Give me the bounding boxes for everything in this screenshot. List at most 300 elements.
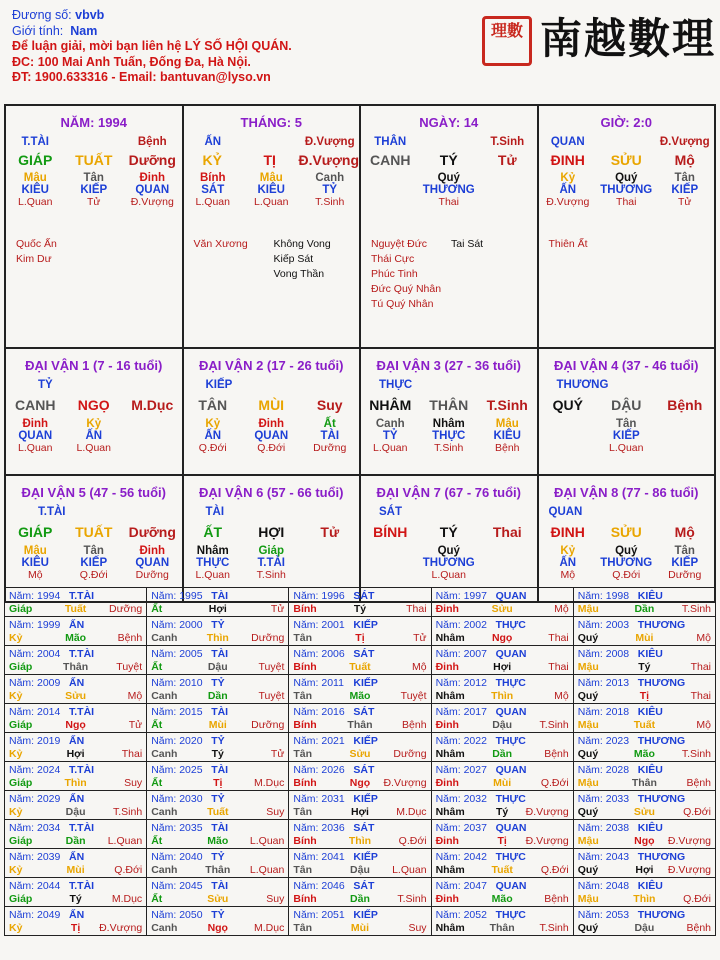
pillar-r4 — [6, 184, 182, 196]
year-label: Năm: 2020 — [151, 735, 203, 747]
year-line-1 — [147, 849, 288, 864]
pillar-r2 — [6, 152, 182, 168]
star-item: Thiên Ất — [548, 238, 588, 250]
year-line-2 — [574, 864, 715, 877]
year-label: Năm: 2003 — [577, 619, 630, 631]
year-phase: Bệnh — [544, 748, 569, 760]
daivan-r4-cell: KIÊU — [21, 557, 49, 569]
daivan-r5-cell: Mộ — [560, 569, 576, 581]
daivan-r3-cell — [539, 418, 598, 430]
year-star: ẤN — [69, 851, 85, 863]
year-label: Năm: 2038 — [577, 822, 630, 834]
year-label: Năm: 2012 — [435, 677, 487, 689]
daivan-r5 — [6, 569, 182, 581]
year-line-1 — [432, 733, 573, 748]
year-label: Năm: 2011 — [293, 677, 344, 689]
year-label: Năm: 2014 — [9, 706, 61, 718]
year-branch: Thìn — [206, 632, 229, 644]
year-branch: Mùi — [350, 922, 369, 934]
daivan-r3 — [184, 545, 360, 557]
daivan-r2-cell: Tử — [320, 524, 340, 540]
year-line-1 — [432, 849, 573, 864]
daivan-5 — [184, 485, 360, 601]
year-label: Năm: 2031 — [293, 793, 345, 805]
year-label: Năm: 2023 — [577, 735, 630, 747]
year-cell — [289, 907, 431, 936]
daivan-r5 — [6, 442, 182, 454]
pillar-2 — [361, 115, 537, 347]
year-line-1 — [147, 820, 288, 835]
year-line-2 — [147, 632, 288, 645]
year-branch: Thìn — [348, 835, 372, 847]
star-item: Vong Thần — [273, 268, 325, 280]
year-branch: Dần — [207, 690, 228, 702]
daivan-r3-cell — [123, 418, 182, 430]
year-stem: Ất — [151, 835, 163, 847]
year-cell — [289, 791, 431, 820]
year-stem: Đinh — [435, 661, 459, 673]
year-stem: Tân — [293, 922, 313, 934]
address-line: ĐC: 100 Mai Anh Tuấn, Đống Đa, Hà Nội. — [12, 54, 251, 69]
year-star: ẤN — [69, 677, 85, 689]
pillar-cell — [5, 105, 183, 348]
year-cell — [573, 617, 715, 646]
year-branch: Tý — [638, 661, 651, 673]
year-phase: Tử — [413, 632, 427, 644]
year-row — [5, 675, 716, 704]
year-stem: Giáp — [9, 777, 33, 789]
year-star: QUAN — [495, 706, 527, 718]
year-stem: Nhâm — [435, 806, 465, 818]
daivan-r2 — [184, 397, 360, 413]
year-line-1 — [574, 762, 715, 777]
pillar-r3-cell: Quý — [437, 172, 460, 184]
year-line-2 — [432, 632, 573, 645]
year-stem: Quý — [577, 632, 599, 644]
year-label: Năm: 1995 — [151, 590, 203, 602]
year-phase: M.Dục — [396, 806, 427, 818]
year-cell — [573, 907, 715, 936]
year-cell — [573, 849, 715, 878]
year-stem: Mậu — [577, 835, 599, 847]
year-line-1 — [289, 675, 430, 690]
daivan-r3-cell: Tân — [616, 418, 637, 430]
pillar-r4-cell: TỶ — [322, 184, 338, 196]
year-cell — [147, 646, 289, 675]
year-line-1 — [432, 820, 573, 835]
year-cell — [431, 878, 573, 907]
year-line-2 — [147, 893, 288, 906]
pillar-r5-cell: L.Quan — [195, 196, 230, 208]
year-line-1 — [5, 849, 146, 864]
year-line-2 — [574, 777, 715, 790]
year-stem: Kỷ — [9, 690, 23, 702]
year-row — [5, 733, 716, 762]
pillar-r5-cell: Thai — [616, 196, 637, 208]
daivan-r3-cell: Canh — [375, 418, 405, 430]
daivan-r2-cell: SỬU — [610, 524, 642, 540]
year-label: Năm: 2019 — [9, 735, 61, 747]
year-cell — [573, 791, 715, 820]
year-branch: Mão — [207, 835, 229, 847]
year-star: T.TÀI — [69, 822, 95, 834]
year-branch: Dần — [492, 748, 513, 760]
year-phase: Thai — [406, 603, 427, 615]
daivan-title: ĐẠI VẬN 1 (7 - 16 tuổi) — [25, 358, 163, 373]
year-branch: Dần — [65, 835, 86, 847]
years-table — [4, 587, 716, 936]
year-line-2 — [432, 864, 573, 877]
year-cell — [431, 820, 573, 849]
year-branch: Hợi — [350, 806, 369, 818]
pillar-r1 — [184, 136, 360, 148]
daivan-r5-cell: L.Quan — [431, 569, 466, 581]
year-phase: Bệnh — [117, 632, 143, 644]
star-item: Kim Dư — [16, 253, 52, 265]
daivan-r4-cell — [539, 430, 598, 442]
daivan-6 — [361, 485, 537, 601]
year-line-1 — [289, 849, 430, 864]
year-line-1 — [147, 704, 288, 719]
year-row — [5, 820, 716, 849]
year-stem: Giáp — [9, 835, 33, 847]
daivan-r3-cell: Tân — [83, 545, 104, 557]
daivan-r2-cell: NGỌ — [77, 397, 110, 413]
daivan-r3-cell: Kỷ — [205, 418, 221, 430]
year-star: THƯƠNG — [637, 851, 686, 863]
pillar-r4 — [184, 184, 360, 196]
year-stem: Mậu — [577, 893, 599, 905]
year-label: Năm: 2034 — [9, 822, 61, 834]
year-star: TÀI — [211, 880, 229, 892]
year-phase: Đ.Vượng — [667, 835, 712, 847]
year-cell — [5, 849, 147, 878]
year-label: Năm: 2022 — [435, 735, 487, 747]
year-star: ẤN — [69, 793, 85, 805]
year-row — [5, 617, 716, 646]
year-cell — [5, 733, 147, 762]
daivan-r5-cell: L.Quan — [373, 442, 408, 454]
year-row — [5, 762, 716, 791]
so-value: vbvb — [75, 8, 105, 22]
pillar-title: NGÀY: 14 — [419, 115, 479, 130]
year-branch: Ngọ — [207, 922, 228, 934]
year-branch: Thìn — [64, 777, 87, 789]
daivan-top: T.TÀI — [38, 506, 66, 518]
year-line-2 — [574, 893, 715, 906]
year-stem: Bính — [293, 893, 317, 905]
year-line-1 — [5, 675, 146, 690]
pillar-stars-2 — [451, 237, 483, 252]
year-cell — [289, 849, 431, 878]
year-star: QUAN — [495, 764, 527, 776]
year-stem: Quý — [577, 864, 599, 876]
year-cell — [573, 588, 715, 617]
year-label: Năm: 1994 — [9, 590, 61, 602]
year-line-1 — [289, 646, 430, 661]
daivan-r2-cell: NHÂM — [369, 397, 412, 413]
daivan-r4-cell: TỶ — [382, 430, 398, 442]
pillar-r2 — [184, 152, 360, 168]
daivan-r5-cell: Q.Đới — [612, 569, 641, 581]
daivan-r5 — [539, 442, 715, 454]
pillar-stars — [16, 237, 57, 267]
year-label: Năm: 2006 — [293, 648, 345, 660]
daivan-r4-cell: QUAN — [135, 557, 170, 569]
year-branch: Sửu — [491, 603, 513, 615]
daivan-r2 — [184, 524, 360, 540]
pillar-r4-cell — [478, 184, 537, 196]
daivan-r2-cell: CANH — [15, 397, 56, 413]
year-cell — [573, 820, 715, 849]
year-label: Năm: 1997 — [435, 590, 487, 602]
year-star: T.TÀI — [69, 880, 95, 892]
daivan-r4-cell — [301, 557, 360, 569]
daivan-r4 — [361, 430, 537, 442]
year-phase: Tuyệt — [400, 690, 427, 702]
year-cell — [5, 791, 147, 820]
pillar-cell — [360, 105, 538, 348]
year-line-2 — [289, 719, 430, 732]
daivan-r5-cell: L.Quan — [76, 442, 111, 454]
daivan-r3-cell: Quý — [615, 545, 638, 557]
pillar-r4-cell: QUAN — [135, 184, 170, 196]
year-cell — [5, 878, 147, 907]
year-branch: Mùi — [66, 864, 85, 876]
daivan-r4-cell: THỰC — [432, 430, 466, 442]
year-stem: Giáp — [9, 719, 33, 731]
year-line-2 — [432, 893, 573, 906]
year-star: QUAN — [495, 590, 527, 602]
year-star: KIẾP — [353, 909, 378, 921]
year-branch: Tị — [213, 777, 223, 789]
year-branch: Tị — [70, 922, 81, 934]
daivan-r3-cell — [301, 545, 360, 557]
year-star: THƯƠNG — [637, 619, 686, 631]
year-star: TỶ — [211, 619, 225, 631]
year-branch: Dần — [634, 603, 655, 615]
daivan-cell — [360, 475, 538, 602]
year-stem: Ất — [151, 603, 163, 615]
daivan-top: SÁT — [379, 506, 402, 518]
pillar-r1 — [361, 136, 537, 148]
year-line-2 — [5, 632, 146, 645]
year-row — [5, 704, 716, 733]
year-cell — [5, 704, 147, 733]
year-stem: Đinh — [435, 835, 459, 847]
year-star: SÁT — [353, 706, 375, 718]
contact-line: Để luận giải, mời bạn liên hệ LÝ SỐ HỘI QUÁN. — [12, 39, 292, 53]
year-phase: Thai — [690, 661, 712, 673]
daivan-r2-cell: TÝ — [439, 524, 458, 540]
year-branch: Sửu — [633, 806, 655, 818]
daivan-title: ĐẠI VẬN 4 (37 - 46 tuổi) — [554, 358, 699, 373]
daivan-r2-cell: MÙI — [258, 397, 285, 413]
year-label: Năm: 2039 — [9, 851, 61, 863]
year-line-1 — [574, 588, 715, 603]
year-label: Năm: 2018 — [577, 706, 630, 718]
year-label: Năm: 2013 — [577, 677, 630, 689]
year-phase: Suy — [266, 893, 285, 905]
daivan-r5 — [361, 442, 537, 454]
year-label: Năm: 2049 — [9, 909, 61, 921]
year-phase: Suy — [266, 806, 285, 818]
daivan-title: ĐẠI VẬN 8 (77 - 86 tuổi) — [554, 485, 699, 500]
daivan-r2-cell: TÂN — [198, 397, 228, 413]
year-branch: Thân — [489, 922, 515, 934]
year-stem: Đinh — [435, 777, 459, 789]
pillar-r5 — [184, 196, 360, 208]
year-branch: Hợi — [635, 864, 654, 876]
daivan-r4-cell: ẤN — [85, 430, 103, 442]
daivan-r2-cell: Bệnh — [667, 397, 703, 413]
year-branch: Sửu — [207, 893, 229, 905]
daivan-r5-cell — [301, 569, 360, 581]
year-star: TỶ — [211, 793, 225, 805]
star-item: Phúc Tinh — [371, 268, 418, 280]
year-branch: Mão — [633, 748, 655, 760]
pillar-r1-cell: T.TÀI — [21, 136, 49, 148]
year-branch: Thân — [347, 719, 373, 731]
year-label: Năm: 2053 — [577, 909, 630, 921]
year-line-1 — [5, 646, 146, 661]
year-label: Năm: 2047 — [435, 880, 487, 892]
phone-line: ĐT: 1900.633316 - Email: bantuvan@lyso.vn — [12, 70, 271, 84]
daivan-r3-cell: Đinh — [139, 545, 166, 557]
pillar-r5 — [361, 196, 537, 208]
daivan-r2-cell: Thai — [492, 524, 522, 540]
daivan-r5-cell: Bệnh — [494, 442, 520, 454]
year-cell — [147, 820, 289, 849]
year-label: Năm: 2037 — [435, 822, 487, 834]
daivan-r3-cell: Giáp — [258, 545, 285, 557]
year-phase: Thai — [121, 748, 143, 760]
pillar-r3-cell: Bính — [199, 172, 226, 184]
year-stem: Bính — [293, 661, 317, 673]
year-cell — [147, 878, 289, 907]
daivan-r3-cell: Kỷ — [86, 418, 102, 430]
daivan-r4-cell — [656, 430, 715, 442]
year-branch: Tuất — [64, 603, 87, 615]
year-line-1 — [5, 704, 146, 719]
year-phase: Bệnh — [402, 719, 427, 731]
gender-label: Giới tính: — [12, 23, 64, 38]
year-phase: Thai — [548, 632, 569, 644]
year-branch: Ngọ — [65, 719, 86, 731]
daivan-r2-cell: GIÁP — [18, 524, 53, 540]
year-phase: L.Quan — [249, 864, 285, 876]
year-branch: Sửu — [65, 690, 87, 702]
daivan-r5 — [539, 569, 715, 581]
year-line-2 — [5, 922, 146, 935]
year-star: TỶ — [211, 735, 225, 747]
year-stem: Kỷ — [9, 922, 23, 934]
year-label: Năm: 2028 — [577, 764, 630, 776]
year-phase: Đ.Vượng — [383, 777, 427, 789]
year-label: Năm: 2007 — [435, 648, 487, 660]
year-star: THỰC — [495, 677, 526, 689]
year-phase: Mộ — [696, 632, 712, 644]
year-line-2 — [289, 835, 430, 848]
year-branch: Ngọ — [634, 835, 655, 847]
year-line-2 — [147, 690, 288, 703]
daivan-r2 — [361, 524, 537, 540]
pillar-r4-cell: THƯƠNG — [422, 184, 475, 196]
year-line-1 — [5, 878, 146, 893]
pillar-r3-cell: Canh — [315, 172, 345, 184]
daivan-top: THƯƠNG — [556, 379, 609, 391]
year-branch: Mùi — [635, 632, 654, 644]
pillar-r3-cell: Tân — [83, 172, 104, 184]
daivan-r5 — [184, 442, 360, 454]
year-cell — [5, 762, 147, 791]
daivan-r5-cell: Mộ — [27, 569, 43, 581]
pillar-r1 — [539, 136, 715, 148]
year-stem: Quý — [577, 690, 599, 702]
year-cell — [289, 704, 431, 733]
year-line-1 — [289, 588, 430, 603]
year-line-1 — [147, 646, 288, 661]
year-label: Năm: 2035 — [151, 822, 203, 834]
year-star: KIÊU — [637, 706, 663, 718]
pillar-r2-cell: Dưỡng — [128, 152, 176, 168]
year-label: Năm: 2004 — [9, 648, 61, 660]
year-line-2 — [5, 603, 146, 616]
pillar-r2-cell: TUẤT — [75, 152, 113, 168]
year-stem: Mậu — [577, 777, 599, 789]
pillar-r5-cell — [478, 196, 537, 208]
year-line-1 — [289, 733, 430, 748]
year-cell — [289, 733, 431, 762]
pillar-r4-cell: THƯƠNG — [600, 184, 653, 196]
daivan-r3 — [539, 545, 715, 557]
year-line-1 — [432, 646, 573, 661]
year-stem: Bính — [293, 777, 317, 789]
daivan-r3-cell — [361, 545, 420, 557]
pillar-r5 — [539, 196, 715, 208]
pillar-r5-cell: L.Quan — [254, 196, 289, 208]
year-line-1 — [574, 675, 715, 690]
year-label: Năm: 2005 — [151, 648, 203, 660]
year-phase: M.Dục — [254, 777, 285, 789]
year-star: KIẾP — [353, 619, 378, 631]
daivan-r2-cell: Mộ — [674, 524, 695, 540]
year-stem: Tân — [293, 806, 313, 818]
pillar-r5-cell: Tử — [678, 196, 692, 208]
year-phase: Dưỡng — [251, 632, 285, 644]
year-stem: Canh — [151, 864, 178, 876]
daivan-r3 — [184, 418, 360, 430]
year-label: Năm: 2027 — [435, 764, 487, 776]
year-line-2 — [5, 690, 146, 703]
year-star: THƯƠNG — [637, 793, 686, 805]
year-phase: T.Sinh — [539, 922, 569, 934]
year-line-1 — [432, 878, 573, 893]
year-line-2 — [289, 806, 430, 819]
year-line-2 — [574, 748, 715, 761]
year-label: Năm: 1999 — [9, 619, 61, 631]
year-branch: Tuất — [207, 806, 229, 818]
year-line-2 — [432, 777, 573, 790]
year-label: Năm: 2044 — [9, 880, 61, 892]
year-label: Năm: 2029 — [9, 793, 61, 805]
daivan-r5-cell: Dưỡng — [313, 442, 347, 454]
year-line-2 — [147, 922, 288, 935]
year-branch: Hợi — [208, 603, 227, 615]
year-cell — [431, 733, 573, 762]
year-star: TÀI — [211, 648, 229, 660]
year-cell — [573, 704, 715, 733]
